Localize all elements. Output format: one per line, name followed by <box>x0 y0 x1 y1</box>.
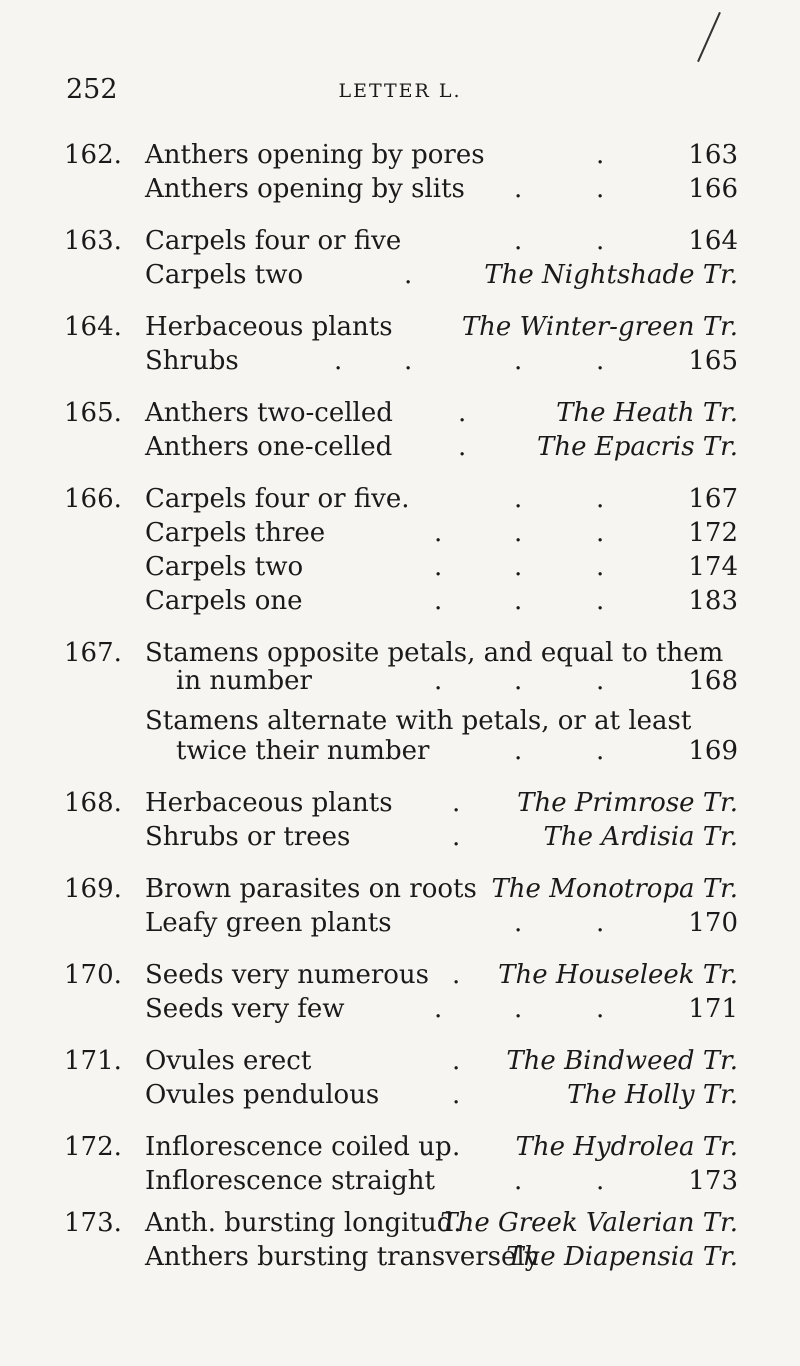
lead-text: Herbaceous plants <box>145 312 393 342</box>
lead-text: Carpels three <box>145 518 326 548</box>
pencil-mark <box>697 12 721 62</box>
couplet-number: 165. <box>64 398 122 428</box>
key-line <box>0 1164 800 1198</box>
key-line <box>0 786 800 820</box>
lead-reference: 173 <box>688 1166 738 1196</box>
leader-dot <box>434 550 442 584</box>
lead-reference: 163 <box>688 140 738 170</box>
leader-dot <box>514 906 522 940</box>
leader-dot <box>404 344 412 378</box>
lead-text: Inflorescence coiled up <box>145 1132 452 1162</box>
lead-reference: 170 <box>688 908 738 938</box>
running-title: LETTER L. <box>338 80 462 102</box>
lead-text: Inflorescence straight <box>145 1166 435 1196</box>
leader-dot <box>434 664 442 698</box>
lead-reference: 167 <box>688 484 738 514</box>
lead-reference: The Winter-green Tr. <box>461 312 738 342</box>
key-line <box>0 872 800 906</box>
lead-reference: The Bindweed Tr. <box>506 1046 738 1076</box>
lead-text: Carpels one <box>145 586 303 616</box>
leader-dot <box>514 482 522 516</box>
lead-reference: The Holly Tr. <box>567 1080 738 1110</box>
key-line <box>0 584 800 618</box>
leader-dot <box>596 992 604 1026</box>
lead-text: Ovules pendulous <box>145 1080 380 1110</box>
leader-dot <box>596 516 604 550</box>
lead-reference: The Ardisia Tr. <box>543 822 738 852</box>
lead-reference: 172 <box>688 518 738 548</box>
leader-dot <box>596 138 604 172</box>
couplet-number: 169. <box>64 874 122 904</box>
key-line <box>0 516 800 550</box>
key-line <box>0 906 800 940</box>
lead-reference: The Nightshade Tr. <box>484 260 738 290</box>
lead-text: Ovules erect <box>145 1046 312 1076</box>
lead-text: Anthers one-celled <box>145 432 393 462</box>
lead-reference: The Epacris Tr. <box>537 432 738 462</box>
key-line <box>0 1078 800 1112</box>
leader-dot <box>514 550 522 584</box>
leader-dot <box>334 344 342 378</box>
leader-dot <box>458 396 466 430</box>
key-line <box>0 344 800 378</box>
couplet-number: 164. <box>64 312 122 342</box>
leader-dot <box>596 906 604 940</box>
lead-text: Anthers bursting transversely <box>145 1242 540 1272</box>
leader-dot <box>596 664 604 698</box>
key-line <box>0 1240 800 1274</box>
leader-dot <box>452 1130 460 1164</box>
key-line <box>0 704 800 738</box>
page-number: 252 <box>66 74 118 105</box>
key-line <box>0 664 800 698</box>
lead-text: Anthers opening by pores <box>145 140 485 170</box>
key-line <box>0 224 800 258</box>
lead-text: Herbaceous plants <box>145 788 393 818</box>
leader-dot <box>404 258 412 292</box>
lead-reference: 168 <box>688 666 738 696</box>
leader-dot <box>434 516 442 550</box>
lead-reference: The Heath Tr. <box>556 398 738 428</box>
lead-text: Carpels four or five. <box>145 484 410 514</box>
lead-reference: 183 <box>688 586 738 616</box>
leader-dot <box>452 958 460 992</box>
leader-dot <box>596 1164 604 1198</box>
lead-reference: 174 <box>688 552 738 582</box>
lead-text: Stamens opposite petals, and equal to them <box>145 638 724 668</box>
leader-dot <box>452 820 460 854</box>
lead-text: Carpels two <box>145 552 304 582</box>
leader-dot <box>596 344 604 378</box>
lead-text: Anthers opening by slits <box>145 174 465 204</box>
leader-dot <box>514 344 522 378</box>
leader-dot <box>434 992 442 1026</box>
couplet-number: 168. <box>64 788 122 818</box>
leader-dot <box>452 1044 460 1078</box>
lead-reference: 165 <box>688 346 738 376</box>
leader-dot <box>514 224 522 258</box>
lead-reference: 164 <box>688 226 738 256</box>
key-line <box>0 992 800 1026</box>
key-line <box>0 1044 800 1078</box>
key-line <box>0 430 800 464</box>
lead-text: Seeds very numerous <box>145 960 429 990</box>
leader-dot <box>596 224 604 258</box>
couplet-number: 163. <box>64 226 122 256</box>
leader-dot <box>514 1164 522 1198</box>
leader-dot <box>514 172 522 206</box>
lead-reference: The Houseleek Tr. <box>498 960 738 990</box>
key-line <box>0 138 800 172</box>
lead-reference: The Primrose Tr. <box>517 788 738 818</box>
leader-dot <box>596 482 604 516</box>
lead-reference: The Hydrolea Tr. <box>515 1132 738 1162</box>
leader-dot <box>434 584 442 618</box>
key-line <box>0 550 800 584</box>
leader-dot <box>452 1078 460 1112</box>
lead-text: Leafy green plants <box>145 908 392 938</box>
key-line <box>0 172 800 206</box>
lead-text: Carpels four or five <box>145 226 402 256</box>
leader-dot <box>596 734 604 768</box>
couplet-number: 173. <box>64 1208 122 1238</box>
couplet-number: 166. <box>64 484 122 514</box>
lead-text: Brown parasites on roots <box>145 874 477 904</box>
key-line <box>0 1206 800 1240</box>
lead-text: Anth. bursting longitud. <box>145 1208 462 1238</box>
leader-dot <box>514 734 522 768</box>
couplet-number: 172. <box>64 1132 122 1162</box>
couplet-number: 162. <box>64 140 122 170</box>
lead-text: Shrubs or trees <box>145 822 351 852</box>
leader-dot <box>452 786 460 820</box>
couplet-number: 170. <box>64 960 122 990</box>
leader-dot <box>514 664 522 698</box>
key-line <box>0 820 800 854</box>
lead-reference: The Diapensia Tr. <box>506 1242 738 1272</box>
key-line <box>0 958 800 992</box>
lead-reference: The Greek Valerian Tr. <box>440 1208 738 1238</box>
leader-dot <box>596 584 604 618</box>
key-line <box>0 734 800 768</box>
lead-reference: 171 <box>688 994 738 1024</box>
lead-text: twice their number <box>176 736 430 766</box>
key-line <box>0 258 800 292</box>
lead-text: Shrubs <box>145 346 239 376</box>
leader-dot <box>596 550 604 584</box>
lead-text: Seeds very few <box>145 994 345 1024</box>
key-line <box>0 396 800 430</box>
lead-reference: The Monotropa Tr. <box>491 874 738 904</box>
lead-reference: 169 <box>688 736 738 766</box>
lead-reference: 166 <box>688 174 738 204</box>
couplet-number: 167. <box>64 638 122 668</box>
lead-text: Anthers two-celled <box>145 398 393 428</box>
key-line <box>0 310 800 344</box>
lead-text: Stamens alternate with petals, or at least <box>145 706 692 736</box>
key-line <box>0 1130 800 1164</box>
leader-dot <box>458 430 466 464</box>
lead-text: Carpels two <box>145 260 304 290</box>
leader-dot <box>514 516 522 550</box>
couplet-number: 171. <box>64 1046 122 1076</box>
leader-dot <box>596 172 604 206</box>
key-line <box>0 482 800 516</box>
lead-text: in number <box>176 666 312 696</box>
leader-dot <box>514 584 522 618</box>
leader-dot <box>514 992 522 1026</box>
